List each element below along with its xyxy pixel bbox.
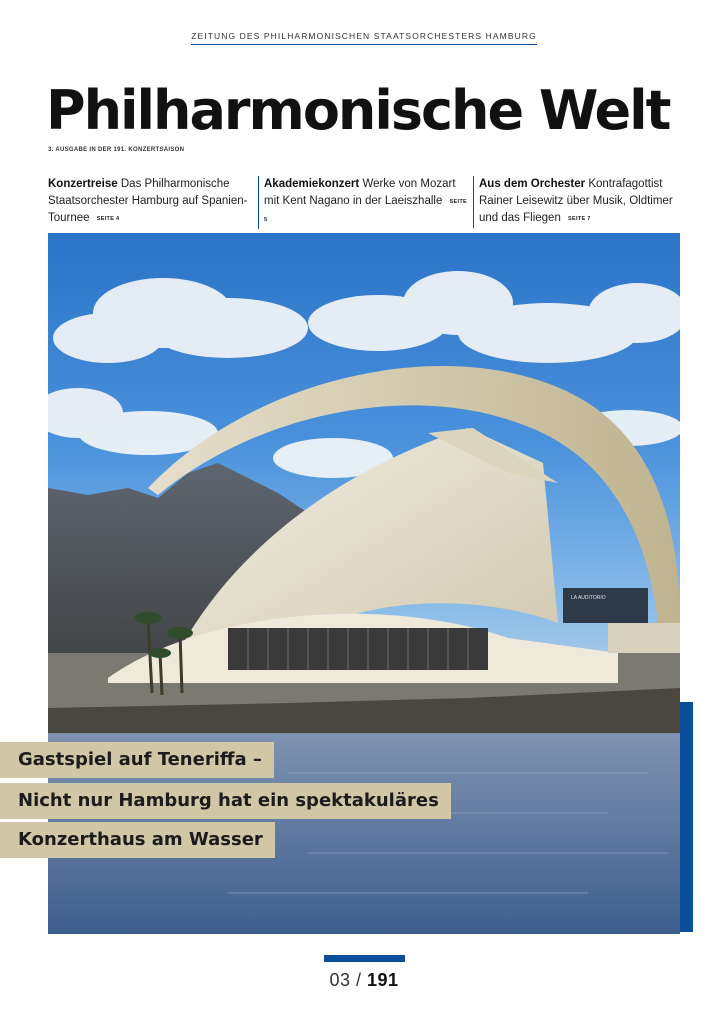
auditorium-windows <box>228 628 488 670</box>
teaser-page: SEITE 7 <box>568 216 591 222</box>
teaser-akademiekonzert[interactable] <box>258 176 468 229</box>
issue-accent-bar <box>324 955 405 962</box>
building-sign: LA AUDITORIO <box>571 595 606 601</box>
accent-bar <box>680 702 693 932</box>
teaser-label: Akademiekonzert <box>264 178 360 190</box>
issue-separator: / <box>350 970 367 990</box>
issue-season: 191 <box>367 970 399 990</box>
issue-no: 03 <box>329 970 351 990</box>
cover-headline-line[interactable]: Gastspiel auf Teneriffa – <box>0 742 274 778</box>
edition-line: 3. AUSGABE IN DER 191. KONZERTSAISON <box>48 147 185 153</box>
teaser-label: Aus dem Orchester <box>479 178 586 190</box>
issue-number <box>0 970 728 991</box>
teaser-aus-dem-orchester[interactable] <box>473 176 680 228</box>
cover-headline-line[interactable]: Nicht nur Hamburg hat ein spektakuläres <box>0 783 451 819</box>
teaser-text: Kontrafagottist Rainer Leisewitz über Musik, Oldtimer und das Fliegen <box>479 178 673 224</box>
teaser-row <box>48 176 680 222</box>
cover-headline-line[interactable]: Konzerthaus am Wasser <box>0 822 275 858</box>
teaser-text: Das Philharmonische Staatsorchester Hamburg auf Spanien-Tournee <box>48 178 248 224</box>
masthead-title: Philharmonische Welt <box>46 79 670 142</box>
teaser-text: Werke von Mozart mit Kent Nagano in der Laeiszhalle <box>264 178 456 207</box>
teaser-label: Konzertreise <box>48 178 118 190</box>
teaser-page: SEITE 4 <box>96 216 120 222</box>
teaser-konzertreise[interactable] <box>48 176 248 228</box>
teaser-page: SEITE 5 <box>264 199 467 223</box>
newspaper-kicker: ZEITUNG DES PHILHARMONISCHEN STAATSORCHESTERS HAMBURG <box>0 31 728 45</box>
